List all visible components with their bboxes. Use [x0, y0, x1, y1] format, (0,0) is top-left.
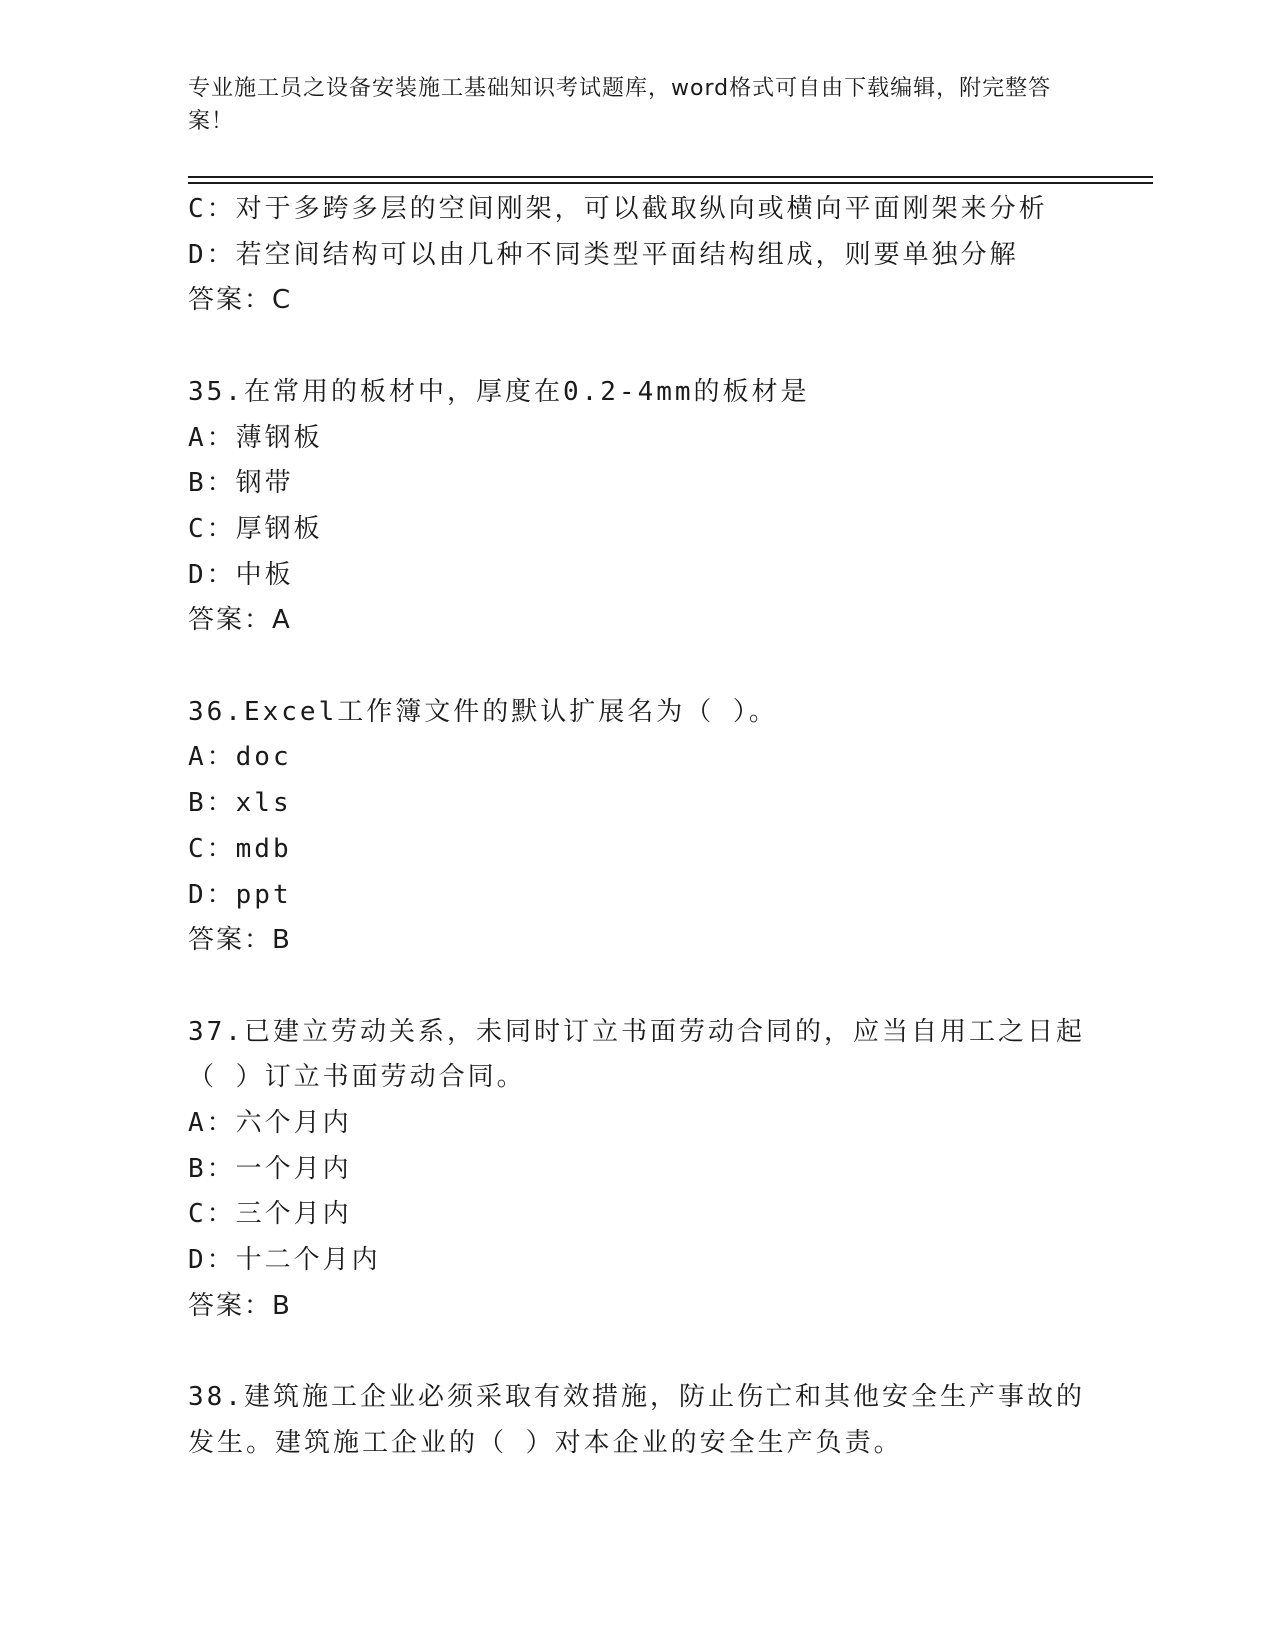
- question-stem-line-2: 发生。建筑施工企业的（ ）对本企业的安全生产负责。: [188, 1427, 903, 1458]
- question-stem-line-1: 37.已建立劳动关系，未同时订立书面劳动合同的，应当自用工之日起: [188, 1016, 1085, 1047]
- answer-label: 答案：B: [188, 925, 292, 956]
- option-d: D：ppt: [188, 879, 292, 910]
- option-c: C：mdb: [188, 833, 292, 864]
- option-a: A：doc: [188, 742, 292, 773]
- header-rule-bottom: [188, 182, 1153, 184]
- question-stem: 36.Excel工作簿文件的默认扩展名为（ ）。: [188, 696, 778, 727]
- option-a: A：六个月内: [188, 1108, 352, 1139]
- option-d: D：中板: [188, 559, 294, 590]
- spacer: [188, 1330, 1118, 1376]
- option-a: A：薄钢板: [188, 422, 323, 453]
- question-37: [188, 1010, 1118, 1330]
- answer-label: 答案：B: [188, 1290, 292, 1321]
- question-34-continued: [188, 187, 1118, 324]
- option-c: C：对于多跨多层的空间刚架，可以截取纵向或横向平面刚架来分析: [188, 194, 1048, 224]
- option-b: B：一个月内: [188, 1153, 352, 1184]
- question-38: [188, 1375, 1118, 1466]
- spacer: [188, 644, 1118, 690]
- answer-label: 答案：A: [188, 605, 292, 636]
- question-stem-line-2: （ ）订立书面劳动合同。: [188, 1062, 526, 1093]
- option-c: C：三个月内: [188, 1199, 352, 1230]
- question-35: [188, 370, 1118, 644]
- option-b: B：xls: [188, 788, 292, 819]
- question-list: [188, 187, 1118, 1467]
- option-c: C：厚钢板: [188, 513, 323, 544]
- spacer: [188, 324, 1118, 370]
- answer-label: 答案：C: [188, 285, 293, 316]
- option-b: B：钢带: [188, 468, 294, 499]
- option-d: D：十二个月内: [188, 1245, 381, 1276]
- question-36: [188, 690, 1118, 964]
- document-header: 专业施工员之设备安装施工基础知识考试题库，word格式可自由下载编辑，附完整答案！: [188, 76, 1052, 134]
- question-stem: 35.在常用的板材中，厚度在0.2-4mm的板材是: [188, 376, 810, 407]
- spacer: [188, 964, 1118, 1010]
- question-stem-line-1: 38.建筑施工企业必须采取有效措施，防止伤亡和其他安全生产事故的: [188, 1382, 1085, 1413]
- option-d: D：若空间结构可以由几种不同类型平面结构组成，则要单独分解: [188, 239, 1019, 270]
- header-rule-top: [188, 176, 1153, 178]
